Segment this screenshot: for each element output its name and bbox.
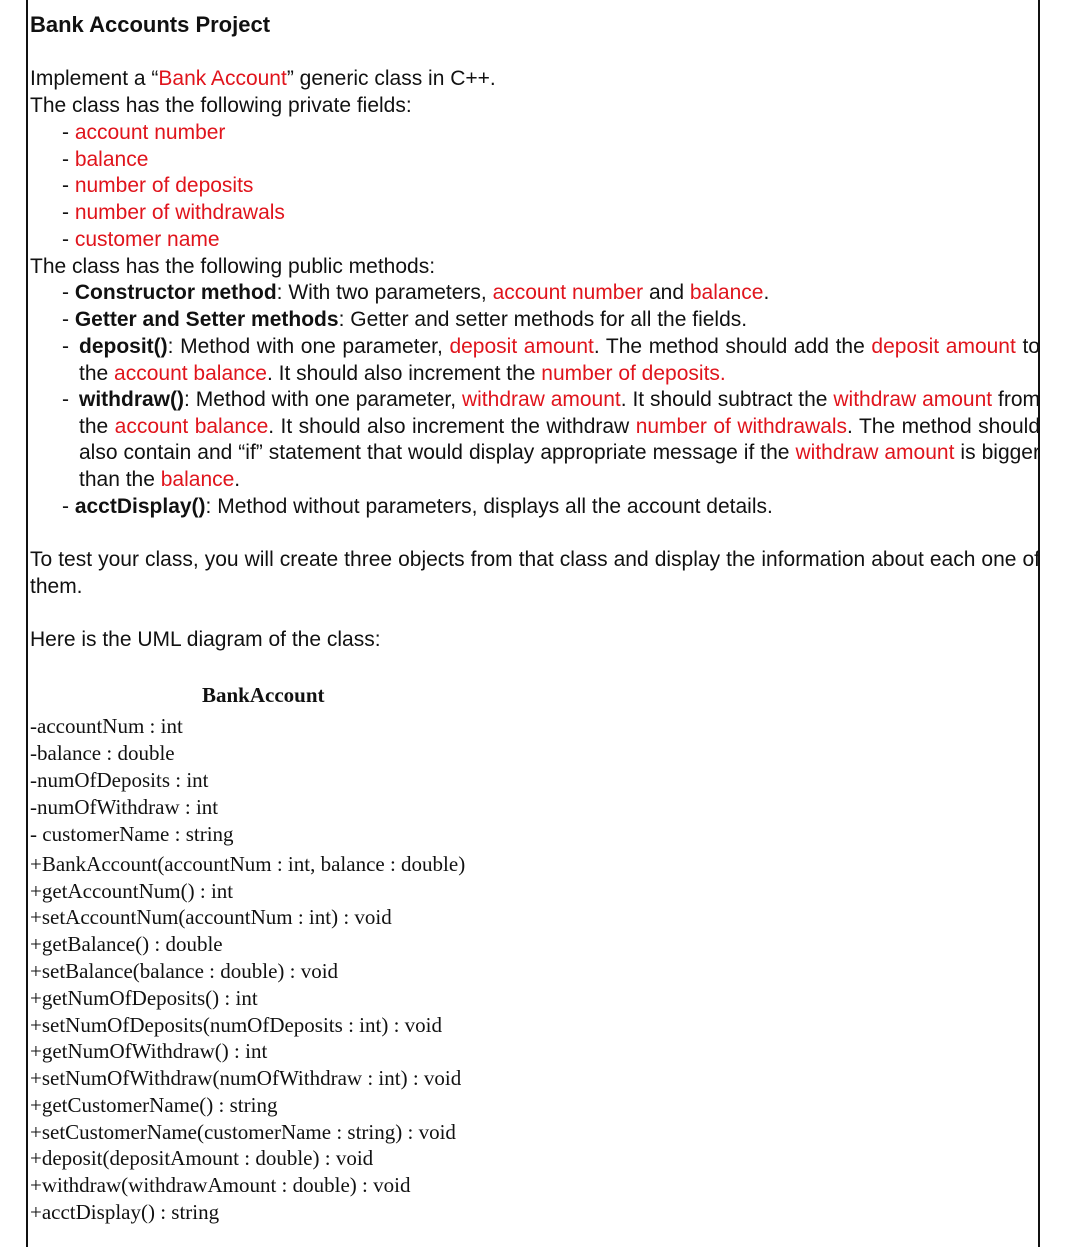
uml-operation: +setAccountNum(accountNum : int) : void — [30, 905, 392, 929]
uml-operation: +getNumOfDeposits() : int — [30, 986, 258, 1010]
page-title: Bank Accounts Project — [30, 12, 271, 37]
uml-class-name: BankAccount — [202, 683, 325, 707]
uml-operation: +getBalance() : double — [30, 932, 223, 956]
field-item: - balance — [62, 148, 149, 171]
method-constructor: - Constructor method: With two parameters, account number and balance. — [62, 281, 770, 304]
intro-line-1: Implement a “Bank Account” generic class in C++. — [30, 67, 496, 90]
uml-operation: +withdraw(withdrawAmount : double) : void — [30, 1173, 411, 1197]
uml-operation: +setNumOfDeposits(numOfDeposits : int) : void — [30, 1013, 442, 1037]
uml-operation: +setNumOfWithdraw(numOfWithdraw : int) : void — [30, 1066, 462, 1090]
uml-operation: +getAccountNum() : int — [30, 879, 234, 903]
method-getset: - Getter and Setter methods: Getter and setter methods for all the fields. — [62, 308, 748, 331]
method-withdraw-dash: - — [62, 388, 69, 411]
uml-operation: +setCustomerName(customerName : string) : void — [30, 1120, 456, 1144]
uml-attribute: -numOfWithdraw : int — [30, 795, 219, 819]
method-withdraw: withdraw(): Method with one parameter, withdraw amount. It should subtract the withdraw amount from the account balance. It should also increment the withdraw number of withdrawals. The method should also contain and “if” statement that would display appropriate message if the withdraw amount is bigger than the balance. — [79, 388, 1041, 491]
uml-operation: +acctDisplay() : string — [30, 1200, 220, 1224]
uml-operation: +getCustomerName() : string — [30, 1093, 278, 1117]
uml-operation: +setBalance(balance : double) : void — [30, 959, 339, 983]
method-deposit: deposit(): Method with one parameter, deposit amount. The method should add the deposit amount to the account balance. It should also increment the number of deposits. — [79, 335, 1040, 385]
uml-attribute: -numOfDeposits : int — [30, 768, 209, 792]
method-deposit-dash: - — [62, 335, 69, 358]
uml-operation: +deposit(depositAmount : double) : void — [30, 1146, 374, 1170]
method-display: - acctDisplay(): Method without parameters, displays all the account details. — [62, 495, 773, 518]
field-item: - number of withdrawals — [62, 201, 285, 224]
field-item: - number of deposits — [62, 174, 254, 197]
uml-operation: +BankAccount(accountNum : int, balance : double) — [30, 852, 466, 876]
uml-attribute: -balance : double — [30, 741, 175, 765]
field-item: - account number — [62, 121, 226, 144]
uml-intro: Here is the UML diagram of the class: — [30, 628, 381, 651]
uml-attribute: - customerName : string — [30, 822, 234, 846]
uml-left-border — [26, 710, 28, 1247]
test-paragraph: To test your class, you will create three objects from that class and display the information about each one of them. — [30, 548, 1040, 598]
field-item: - customer name — [62, 228, 220, 251]
intro-line-2: The class has the following private fields: — [30, 94, 412, 117]
uml-attribute: -accountNum : int — [30, 714, 183, 738]
uml-operation: +getNumOfWithdraw() : int — [30, 1039, 268, 1063]
methods-intro: The class has the following public methods: — [30, 255, 436, 278]
